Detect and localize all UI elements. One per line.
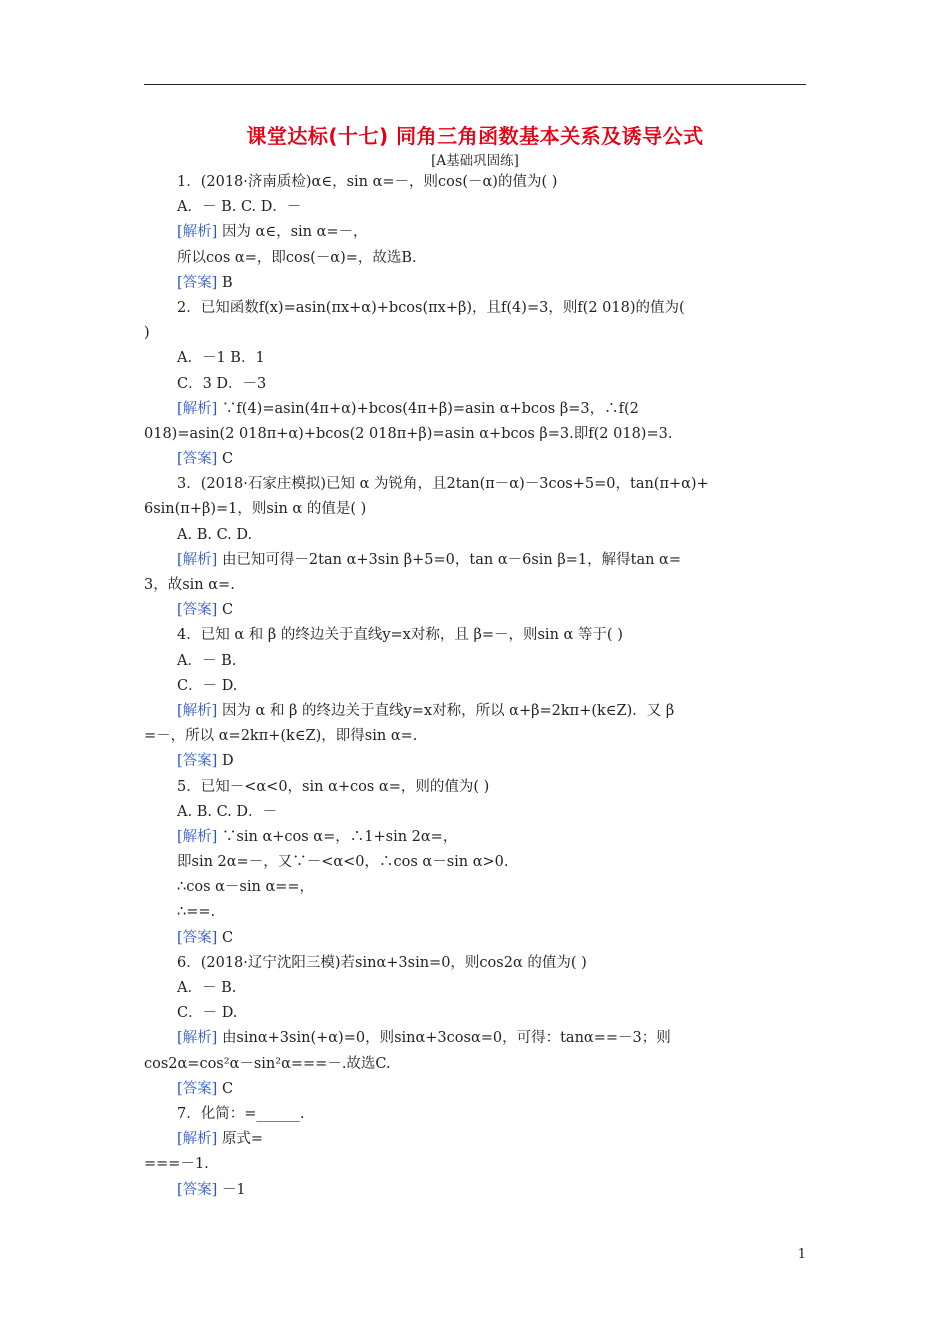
line-text: 7．化简：=______. (177, 1105, 305, 1122)
line-text: 即sin 2α=－，又∵－<α<0，∴cos α－sin α>0. (177, 854, 509, 871)
text-line (144, 472, 806, 497)
analysis-tag: [解析] (177, 1030, 218, 1047)
line-text: D (221, 753, 234, 770)
analysis-line (144, 548, 806, 573)
line-text: A. B. C. D. (177, 526, 253, 543)
answer-tag: [答案] (177, 602, 218, 619)
line-text: =－，所以 α=2kπ+(k∈Z)，即得sin α=. (144, 728, 418, 745)
line-text: C．3 D．－3 (177, 375, 267, 392)
text-line (144, 573, 806, 598)
text-line (144, 674, 806, 699)
line-text: C (221, 929, 234, 946)
document-body (144, 170, 806, 1203)
line-text: A．－ B. (177, 652, 237, 669)
text-line (144, 976, 806, 1001)
analysis-tag: [解析] (177, 224, 218, 241)
line-text: 6sin(π+β)=1，则sin α 的值是( ) (144, 501, 367, 518)
answer-tag: [答案] (177, 274, 218, 291)
header-rule (144, 84, 806, 85)
line-text: 3．(2018·石家庄模拟)已知 α 为锐角，且2tan(π－α)－3cos+5=0，tan(π+α)+ (177, 476, 709, 493)
line-text: cos2α=cos²α－sin²α===－.故选C. (144, 1055, 391, 1072)
line-text: 所以cos α=，即cos(－α)=，故选B. (177, 249, 417, 266)
text-line (144, 1052, 806, 1077)
page-title: 课堂达标(十七) 同角三角函数基本关系及诱导公式 (246, 124, 704, 148)
text-line (144, 1152, 806, 1177)
line-text: ∵sin α+cos α=，∴1+sin 2α=， (221, 828, 458, 845)
line-text: A．－ B. C. D．－ (177, 199, 302, 216)
line-text: ∴cos α－sin α==， (177, 879, 315, 896)
analysis-line (144, 397, 806, 422)
analysis-tag: [解析] (177, 551, 218, 568)
answer-tag: [答案] (177, 753, 218, 770)
text-line (144, 246, 806, 271)
answer-tag: [答案] (177, 1181, 218, 1198)
line-text: 由sinα+3sin(+α)=0，则sinα+3cosα=0，可得：tanα==－3；则 (221, 1030, 671, 1047)
line-text: 2．已知函数f(x)=asin(πx+α)+bcos(πx+β)，且f(4)=3，则f(2 018)的值为( (177, 299, 685, 316)
line-text: 因为 α 和 β 的终边关于直线y=x对称，所以 α+β=2kπ+(k∈Z)．又 β (221, 702, 675, 719)
line-text: C．－ D. (177, 1005, 238, 1022)
line-text: 因为 α∈，sin α=－， (221, 224, 368, 241)
analysis-line (144, 699, 806, 724)
text-line (144, 649, 806, 674)
text-line (144, 170, 806, 195)
line-text: A．－1 B．1 (177, 350, 265, 367)
text-line (144, 850, 806, 875)
text-line (144, 1001, 806, 1026)
analysis-line (144, 1127, 806, 1152)
analysis-tag: [解析] (177, 1131, 218, 1148)
text-line (144, 497, 806, 522)
answer-line (144, 1077, 806, 1102)
line-text: ∴==. (177, 904, 216, 921)
line-text: A．－ B. (177, 980, 237, 996)
answer-line (144, 447, 806, 472)
text-line (144, 372, 806, 397)
line-text: C (221, 451, 234, 468)
line-text: C．－ D. (177, 677, 238, 694)
line-text: 1．(2018·济南质检)α∈，sin α=－，则cos(－α)的值为( ) (177, 174, 558, 190)
text-line (144, 724, 806, 749)
answer-tag: [答案] (177, 1080, 218, 1097)
answer-line (144, 926, 806, 951)
line-text: B (221, 274, 233, 291)
answer-line (144, 598, 806, 623)
answer-tag: [答案] (177, 929, 218, 946)
line-text: 018)=asin(2 018π+α)+bcos(2 018π+β)=asin α+bcos β=3.即f(2 018)=3. (144, 425, 673, 442)
line-text: 3，故sin α=. (144, 577, 235, 593)
section-subtitle: [A基础巩固练] (431, 153, 519, 169)
line-text: 原式= (221, 1131, 264, 1148)
text-line (144, 623, 806, 648)
line-text: 6．(2018·辽宁沈阳三模)若sinα+3sin=0，则cos2α 的值为( ) (177, 954, 587, 971)
text-line (144, 523, 806, 548)
text-line (144, 321, 806, 346)
text-line (144, 346, 806, 371)
line-text: C (221, 602, 234, 619)
text-line (144, 875, 806, 900)
text-line (144, 1102, 806, 1127)
text-line (144, 422, 806, 447)
analysis-line (144, 220, 806, 245)
line-text: －1 (221, 1181, 246, 1198)
text-line (144, 800, 806, 825)
answer-line (144, 1178, 806, 1203)
line-text: 由已知可得－2tan α+3sin β+5=0，tan α－6sin β=1，解得tan α= (221, 551, 681, 568)
line-text: ===－1. (144, 1156, 209, 1173)
analysis-tag: [解析] (177, 828, 218, 845)
text-line (144, 195, 806, 220)
answer-line (144, 749, 806, 774)
text-line (144, 775, 806, 800)
line-text: 4．已知 α 和 β 的终边关于直线y=x对称，且 β=－，则sin α 等于( ) (177, 627, 623, 644)
line-text: ) (144, 325, 150, 342)
text-line (144, 900, 806, 925)
line-text: 5．已知－<α<0，sin α+cos α=，则的值为( ) (177, 778, 490, 795)
line-text: C (221, 1080, 234, 1097)
line-text: A. B. C. D．－ (177, 803, 277, 820)
answer-line (144, 271, 806, 296)
text-line (144, 296, 806, 321)
page-number: 1 (797, 1247, 806, 1262)
analysis-line (144, 825, 806, 850)
analysis-line (144, 1026, 806, 1051)
answer-tag: [答案] (177, 451, 218, 468)
line-text: ∵f(4)=asin(4π+α)+bcos(4π+β)=asin α+bcos β=3，∴f(2 (221, 400, 639, 417)
analysis-tag: [解析] (177, 702, 218, 719)
analysis-tag: [解析] (177, 400, 218, 417)
text-line (144, 951, 806, 976)
